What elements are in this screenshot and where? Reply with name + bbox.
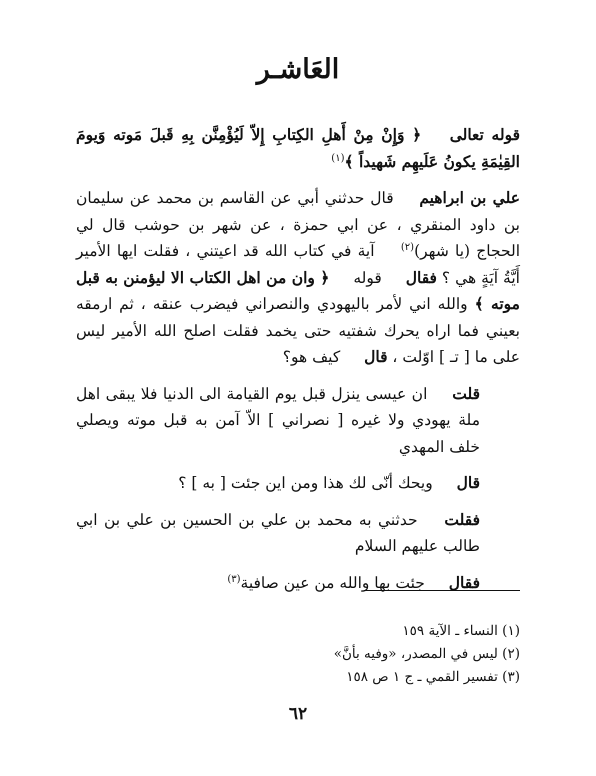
paragraph-5-text: ان عيسى ينزل قبل يوم القيامة الى الدنيا فلا يبقى اهل ملة يهودي ولا غيره [ نصراني ] الاّ آمن به قبل موته ويصلي خلف المهدي bbox=[76, 384, 480, 456]
paragraph-2 bbox=[76, 185, 520, 371]
footnote-ref-1: (١) bbox=[331, 152, 345, 164]
paragraph-3-text-a: قوله bbox=[353, 268, 382, 287]
paragraph-2-text-a: قال حدثني أبي عن القاسم بن محمد عن سليمان بن داود المنقري ، عن ابي حمزة ، عن شهر بن حوشب قال لي الحجاج (يا شهر) bbox=[76, 189, 521, 260]
paragraph-3-text-b: والله اني لأمر باليهودي والنصراني فيضرب عنقه ، ثم ارمقه بعيني فما اراه يحرك شفتيه حتى يخمد فقلت اصلح الله الأمير ليس على ما [ تـ ] اوّلت ، bbox=[76, 295, 520, 366]
paragraph-4-lead: قال bbox=[364, 347, 388, 366]
footnote-2: (٢) ليس في المصدر، «وفيه بأنَّ» bbox=[333, 646, 520, 662]
paragraph-7 bbox=[76, 507, 520, 560]
footnote-1: (١) النساء ـ الآية ١٥٩ bbox=[402, 623, 520, 639]
paragraph-4-text: كيف هو؟ bbox=[282, 348, 341, 366]
paragraph-7-lead: فقلت bbox=[444, 509, 480, 529]
paragraph-8-text: جئت بها والله من عين صافية bbox=[240, 573, 425, 592]
chapter-heading: العَاشـر bbox=[256, 54, 340, 85]
footnote-ref-3: (٣) bbox=[227, 573, 241, 585]
paragraph-7-text: حدثني به محمد بن علي بن الحسين بن علي بن ابي طالب عليهم السلام bbox=[76, 510, 480, 555]
footnote-divider bbox=[364, 590, 520, 591]
paragraph-1-lead: قوله تعالى bbox=[449, 125, 520, 144]
main-text bbox=[76, 122, 520, 606]
paragraph-6-lead: قال bbox=[456, 473, 480, 492]
paragraph-1-verse: ﴿ وَإِنْ مِنْ أَهلِ الكِتابِ إِلاّ لَيُؤْمِنَّن بِهِ قَبلَ مَوته وَيومَ القِيٰمَةِ يكونُ عَلَيهِم شَهيداً ﴾ bbox=[76, 125, 520, 171]
paragraph-3-verse: ﴿ وان من اهل الكتاب الا ليؤمنن به قبل موته ﴾ bbox=[76, 267, 520, 313]
paragraph-6 bbox=[76, 470, 520, 497]
paragraph-8 bbox=[76, 570, 520, 597]
paragraph-5-lead: قلت bbox=[452, 383, 480, 403]
paragraph-2-lead: علي بن ابراهيم bbox=[419, 188, 520, 207]
page-number: ٦٢ bbox=[288, 704, 308, 724]
paragraph-2-text-b: آية في كتاب الله قد اعيتني ، فقلت ايها الأمير أَيَّةُ آيَةٍ هي ؟ bbox=[76, 242, 520, 287]
paragraph-6-text: ويحك أنّى لك هذا ومن اين جئت [ به ] ؟ bbox=[178, 474, 433, 492]
footnote-ref-2: (٢) bbox=[400, 241, 415, 253]
paragraph-3-lead: فقال bbox=[405, 267, 437, 287]
footnotes bbox=[220, 620, 520, 689]
paragraph-8-lead: فقال bbox=[448, 572, 480, 592]
footnote-3: (٣) تفسير القمي ـ ج ١ ص ١٥٨ bbox=[346, 669, 520, 685]
paragraph-1 bbox=[76, 122, 520, 175]
paragraph-5 bbox=[76, 381, 520, 461]
